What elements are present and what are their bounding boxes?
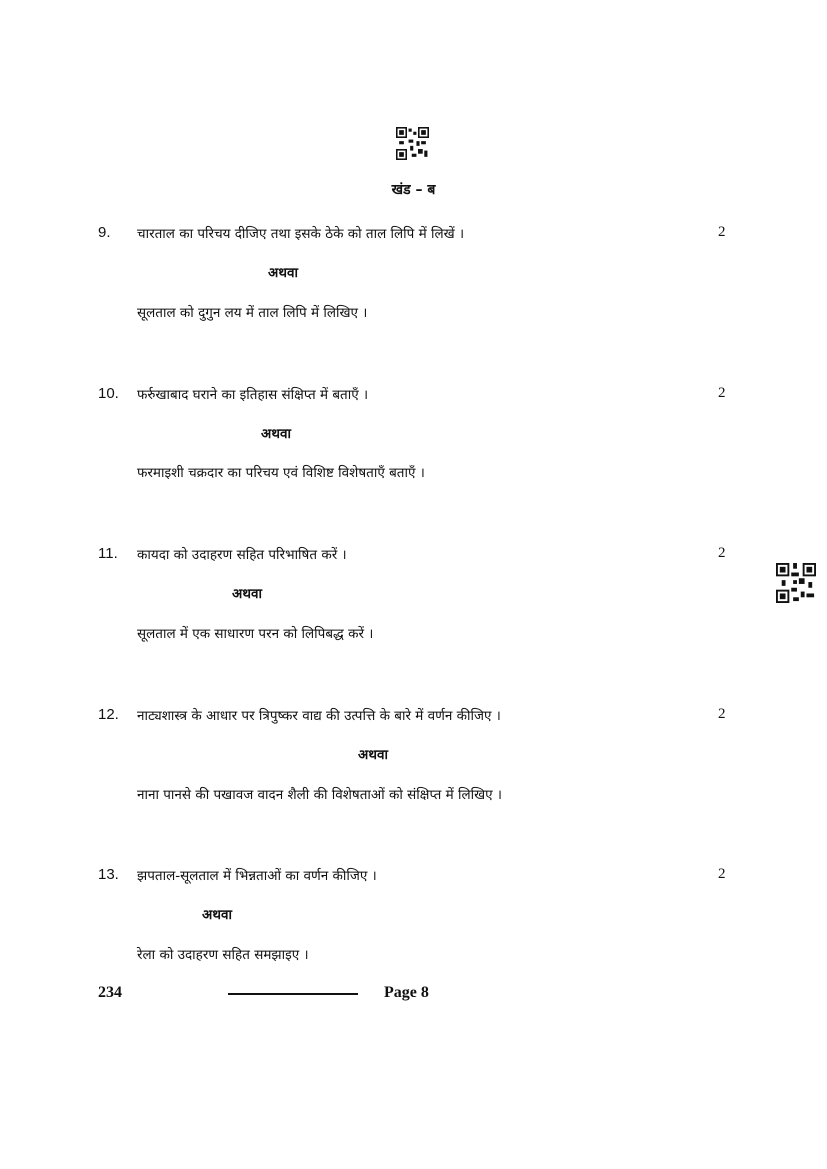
question-text: नाट्यशास्त्र के आधार पर त्रिपुष्कर वाद्य की उत्पत्ति के बारे में वर्णन कीजिए ।: [137, 708, 501, 724]
question-marks: 2: [718, 706, 726, 722]
question-text: फर्रुखाबाद घराने का इतिहास संक्षिप्त में बताएँ ।: [137, 387, 369, 403]
or-label: अथवा: [202, 907, 232, 923]
section-title: खंड – ब: [391, 182, 436, 198]
question-number: 10.: [98, 385, 119, 402]
question-text: झपताल-सूलताल में भिन्नताओं का वर्णन कीजिए ।: [137, 868, 377, 884]
alternative-question-text: सूलताल में एक साधारण परन को लिपिबद्ध करें ।: [137, 626, 374, 642]
alternative-question-text: फरमाइशी चक्रदार का परिचय एवं विशिष्ट विशेषताएँ बताएँ ।: [137, 465, 425, 481]
qr-code-icon: [776, 563, 816, 603]
question-marks: 2: [718, 385, 726, 401]
question-marks: 2: [718, 866, 726, 882]
alternative-question-text: रेला को उदाहरण सहित समझाइए ।: [137, 947, 309, 963]
question-text: कायदा को उदाहरण सहित परिभाषित करें ।: [137, 547, 347, 563]
question-number: 9.: [98, 224, 111, 241]
question-marks: 2: [718, 224, 726, 240]
or-label: अथवा: [261, 426, 291, 442]
page-number: Page 8: [384, 984, 429, 1001]
paper-code: 234: [98, 984, 122, 1001]
footer-divider: [228, 993, 358, 995]
or-label: अथवा: [232, 586, 262, 602]
question-number: 11.: [98, 545, 118, 562]
qr-code-icon: [396, 127, 429, 160]
question-marks: 2: [718, 545, 726, 561]
or-label: अथवा: [358, 747, 388, 763]
or-label: अथवा: [268, 265, 298, 281]
question-number: 13.: [98, 866, 119, 883]
question-text: चारताल का परिचय दीजिए तथा इसके ठेके को ताल लिपि में लिखें ।: [137, 226, 465, 242]
question-number: 12.: [98, 706, 119, 723]
alternative-question-text: सूलताल को दुगुन लय में ताल लिपि में लिखिए ।: [137, 305, 368, 321]
alternative-question-text: नाना पानसे की पखावज वादन शैली की विशेषताओं को संक्षिप्त में लिखिए ।: [137, 787, 503, 803]
